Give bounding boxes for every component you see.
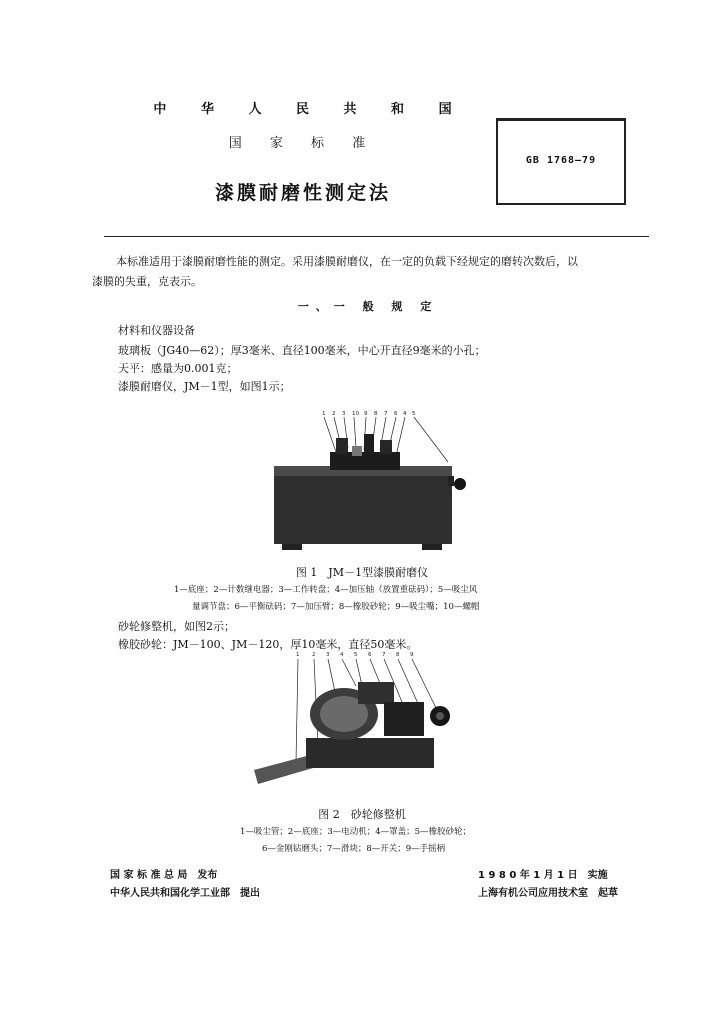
header-rule [104, 236, 649, 237]
document-title: 漆膜耐磨性测定法 [214, 182, 391, 204]
fig1-callout: 10 [352, 411, 359, 417]
fig2-callout: 3 [326, 652, 330, 658]
fig2-callout: 9 [410, 652, 414, 658]
figure-2-legend-line-1: 1—吸尘管；2—底座；3—电动机；4—罩盖；5—橡胶砂轮； [240, 827, 472, 837]
fig1-callout: 2 [332, 411, 336, 417]
intro-line-2: 漆膜的失重，克表示。 [92, 275, 202, 288]
fig1-callout: 9 [364, 411, 368, 417]
figure-1-legend-line-1: 1—底座；2—计数继电器；3—工作转盘；4—加压轴（放置重砝码）；5—吸尘风 [174, 585, 478, 595]
figure-2-legend-line-2: 6—金刚钻磨头；7—滑块；8—开关；9—手摇柄 [262, 844, 446, 854]
fig2-callout: 5 [354, 652, 358, 658]
fig2-callout: 6 [368, 652, 372, 658]
fig1-callout: 8 [374, 411, 378, 417]
fig2-callout: 4 [340, 652, 344, 658]
section-heading: 一、一 般 规 定 [297, 300, 439, 313]
rubber-wheel-spec: 橡胶砂轮：JM－100、JM－120，厚10毫米，直径50毫米。 [118, 638, 418, 651]
fig1-callout: 1 [322, 411, 326, 417]
country-name: 中 华 人 民 共 和 国 [153, 102, 467, 117]
figure-1-abrasion-tester [272, 410, 472, 560]
standard-code: GB 1768—79 [525, 155, 597, 166]
footer-drafter: 上海有机公司应用技术室 起草 [478, 888, 618, 899]
fig2-callout: 7 [382, 652, 386, 658]
footer-issuer: 国 家 标 准 总 局 发布 [110, 870, 218, 881]
dresser-spec: 砂轮修整机，如图2示； [118, 620, 235, 633]
figure-2-wheel-dresser [254, 650, 464, 800]
intro-line-1: 本标准适用于漆膜耐磨性能的测定。采用漆膜耐磨仪，在一定的负载下经规定的磨转次数后，以 [116, 255, 578, 268]
figure-2-caption: 图 2 砂轮修整机 [318, 808, 406, 821]
balance-spec: 天平：感量为0.001克； [118, 362, 238, 375]
fig1-callout: 3 [342, 411, 346, 417]
footer-proposer: 中华人民共和国化学工业部 提出 [110, 888, 260, 899]
fig2-callout: 8 [396, 652, 400, 658]
fig2-callout: 1 [296, 652, 300, 658]
fig1-callout: 7 [384, 411, 388, 417]
figure-1-legend-line-2: 量调节盘；6—平衡砝码；7—加压臂；8—橡胶砂轮；9—吸尘嘴；10—螺帽 [192, 602, 480, 612]
glass-plate-spec: 玻璃板（JG40—62）；厚3毫米、直径100毫米，中心开直径9毫米的小孔； [118, 344, 486, 357]
fig1-callout: 5 [412, 411, 416, 417]
footer-effective-date: 1 9 8 0 年 1 月 1 日 实施 [478, 870, 608, 881]
fig1-callout: 4 [403, 411, 407, 417]
fig1-callout: 6 [394, 411, 398, 417]
standard-code-box [496, 118, 626, 205]
fig2-callout: 2 [312, 652, 316, 658]
tester-spec: 漆膜耐磨仪，JM－1型，如图1示； [118, 380, 291, 393]
figure-1-caption: 图 1 JM－1型漆膜耐磨仪 [295, 566, 429, 579]
standard-type: 国 家 标 准 [228, 136, 378, 151]
materials-heading: 材料和仪器设备 [118, 324, 195, 337]
